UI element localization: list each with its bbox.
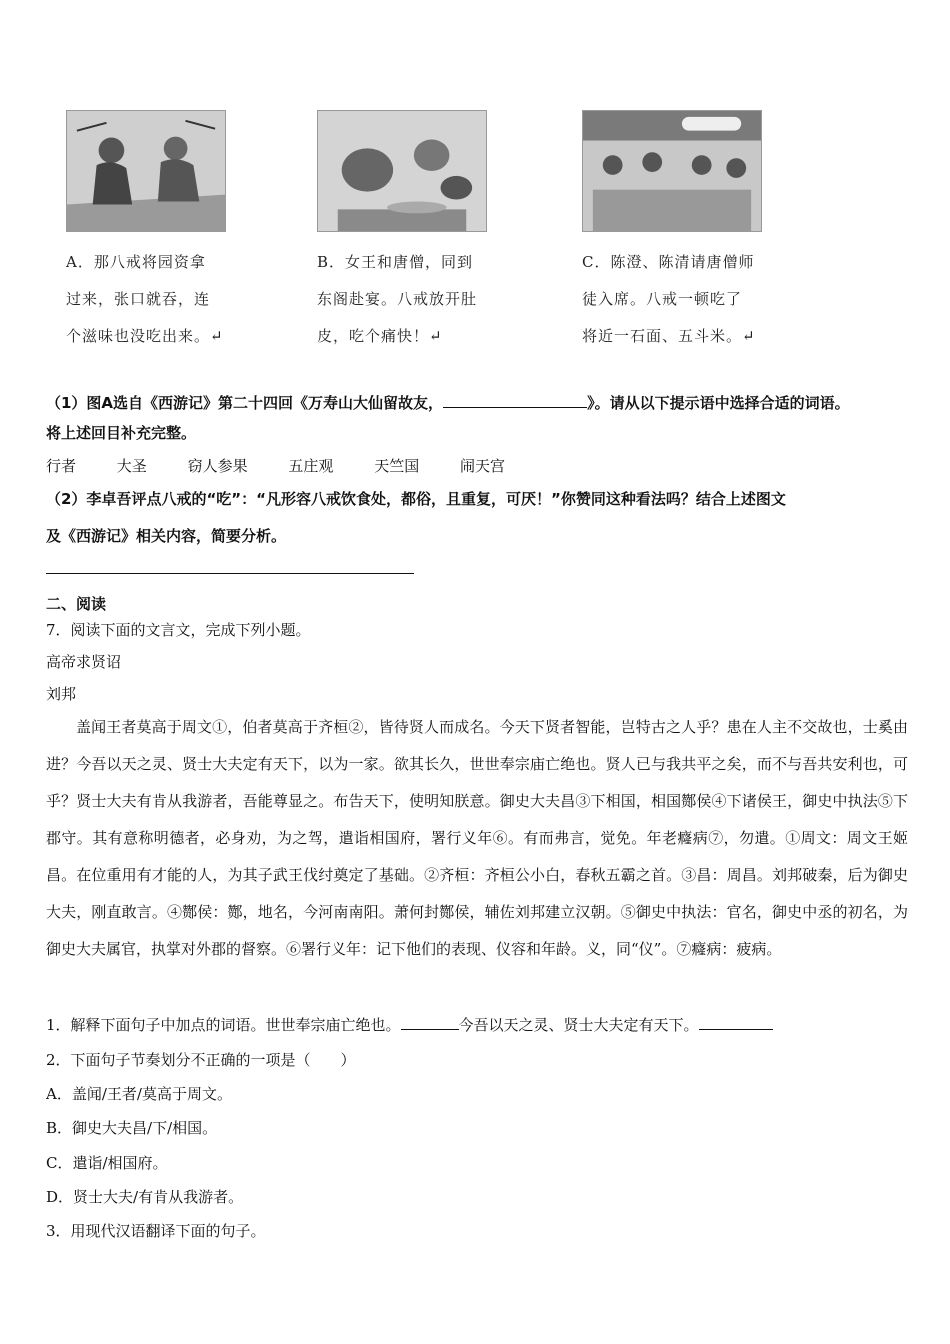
question-1 [46,384,926,422]
caption-b-line: 东阁赴宴。八戒放开肚 [317,290,478,308]
answer-blank[interactable] [699,1015,773,1030]
option-c: C．遣诣/相国府。 [46,1154,168,1172]
word-choice: 五庄观 [288,457,334,475]
question-2-continued: 及《西游记》相关内容，简要分析。 [46,527,287,545]
illustration-c [582,110,762,355]
passage-author: 刘邦 [46,685,77,703]
illustration-b-image [317,110,487,232]
illustration-a [66,110,226,355]
caption-b-line: 皮，吃个痛快！↵ [317,327,443,345]
subquestion-1 [46,1014,773,1035]
passage-title: 高帝求贤诏 [46,653,122,671]
caption-a-line: 过来，张口就吞，连 [66,290,211,308]
caption-a-line: A．那八戒将园资拿 [66,253,206,271]
illustration-b [317,110,487,355]
passage-text: 盖闻王者莫高于周文①，伯者莫高于齐桓②，皆待贤人而成名。今天下贤者智能，岂特古之人乎？患在人主不交故也，士奚由进？今吾以天之灵、贤士大夫定有天下，以为一家。欲其长久，世世奉宗庙亡绝也。贤人已与我共平之矣，而不与吾共安利也，可乎？贤士大夫有肯从我游者，吾能尊显之。布告天下，使明知朕意。御史大夫昌③下相国，相国酂侯④下诸侯王，御史中执法⑤下郡守。其有意称明德者，必身劝，为之驾，遣诣相国府，署行义年⑥。有而弗言，觉免。年老癃病⑦，勿遣。①周文：周文王姬昌。在位重用有才能的人，为其子武王伐纣奠定了基础。②齐桓：齐桓公小白，春秋五霸之首。③昌：周昌。刘邦破秦，后为御史大夫，刚直敢言。④酂侯：酂，地名，今河南南阳。萧何封酂侯，辅佐刘邦建立汉朝。⑤御史中执法：官名，御史中丞的初名，为御史大夫属官，执掌对外郡的督察。⑥署行义年：记下他们的表现、仪容和年龄。义，同“仪”。⑦癃病：疲病。 [46,718,908,958]
subquestion-1-text: 1．解释下面句子中加点的词语。世世奉宗庙亡绝也。 [46,1016,401,1034]
answer-blank[interactable] [401,1015,459,1030]
subquestion-3: 3．用现代汉语翻译下面的句子。 [46,1222,266,1240]
word-choice: 闹天宫 [459,457,505,475]
option-d: D．贤士大夫/有肯从我游者。 [46,1188,244,1206]
question-1-continued: 将上述回目补充完整。 [46,424,197,442]
illustration-c-image [582,110,762,232]
caption-a [66,244,226,355]
section-heading: 二、阅读 [46,595,107,613]
question-7: 7．阅读下面的文言文，完成下列小题。 [46,621,311,639]
word-choice: 行者 [46,457,77,475]
question-1-text: （1）图A选自《西游记》第二十四回《万寿山大仙留故友， [46,394,444,412]
word-choice: 窃人参果 [187,457,248,475]
question-1-text: 》。请从以下提示语中选择合适的词语。 [587,394,850,412]
caption-c-line: 徒入席。八戒一顿吃了 [582,290,743,308]
option-b: B．御史大夫昌/下/相国。 [46,1119,218,1137]
caption-c [582,244,762,355]
word-choice: 大圣 [116,457,147,475]
question-2: （2）李卓吾评点八戒的“吃”：“凡形容八戒饮食处，都俗，且重复，可厌！”你赞同这种看法吗？结合上述图文 [46,490,786,508]
illustration-a-image [66,110,226,232]
caption-a-line: 个滋味也没吃出来。↵ [66,327,224,345]
subquestion-1-text: 今吾以天之灵、贤士大夫定有天下。 [458,1016,699,1034]
passage-body [46,709,908,968]
word-choices [46,455,916,477]
illustration-row [0,110,950,350]
answer-blank[interactable] [443,393,587,408]
caption-c-line: 将近一石面、五斗米。↵ [582,327,756,345]
subquestion-2: 2．下面句子节奏划分不正确的一项是（ ） [46,1051,356,1069]
caption-b [317,244,487,355]
answer-line[interactable] [46,573,414,574]
caption-b-line: B．女王和唐僧，同到 [317,253,474,271]
caption-c-line: C．陈澄、陈清请唐僧师 [582,253,755,271]
option-a: A．盖闻/王者/莫高于周文。 [46,1085,232,1103]
word-choice: 天竺国 [374,457,420,475]
